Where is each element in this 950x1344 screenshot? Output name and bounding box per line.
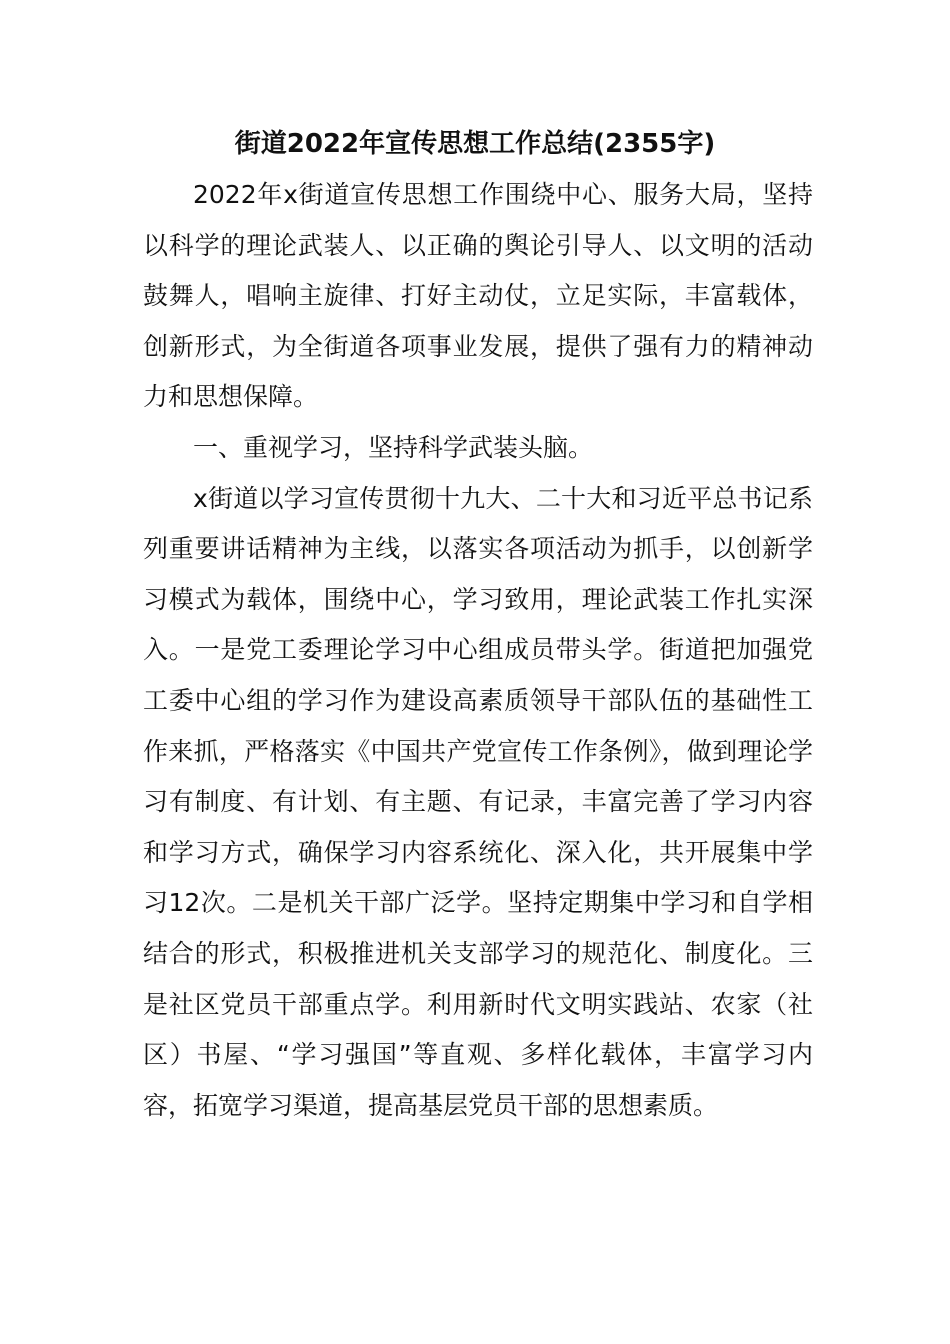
- paragraph-section-heading: 一、重视学习，坚持科学武装头脑。: [193, 432, 594, 462]
- paragraph-study-details: x街道以学习宣传贯彻十九大、二十大和习近平总书记系列重要讲话精神为主线，以落实各项活动为抓手，以创新学习模式为载体，围绕中心，学习致用，理论武装工作扎实深入。一是党工委理论学习中心组成员带头学。街道把加强党工委中心组的学习作为建设高素质领导干部队伍的基础性工作来抓，严格落实《中国共产党宣传工作条例》，做到理论学习有制度、有计划、有主题、有记录，丰富完善了学习内容和学习方式，确保学习内容系统化、深入化，共开展集中学习12次。二是机关干部广泛学。坚持定期集中学习和自学相结合的形式，积极推进机关支部学习的规范化、制度化。三是社区党员干部重点学。利用新时代文明实践站、农家（社区）书屋、“学习强国”等直观、多样化载体，丰富学习内容，拓宽学习渠道，提高基层党员干部的思想素质。: [143, 483, 813, 1120]
- paragraph-intro: 2022年x街道宣传思想工作围绕中心、服务大局，坚持以科学的理论武装人、以正确的舆论引导人、以文明的活动鼓舞人，唱响主旋律、打好主动仗，立足实际，丰富载体，创新形式，为全街道各项事业发展，提供了强有力的精神动力和思想保障。: [143, 180, 813, 412]
- document-title: 街道2022年宣传思想工作总结(2355字): [234, 129, 716, 159]
- document-body: [143, 170, 813, 1131]
